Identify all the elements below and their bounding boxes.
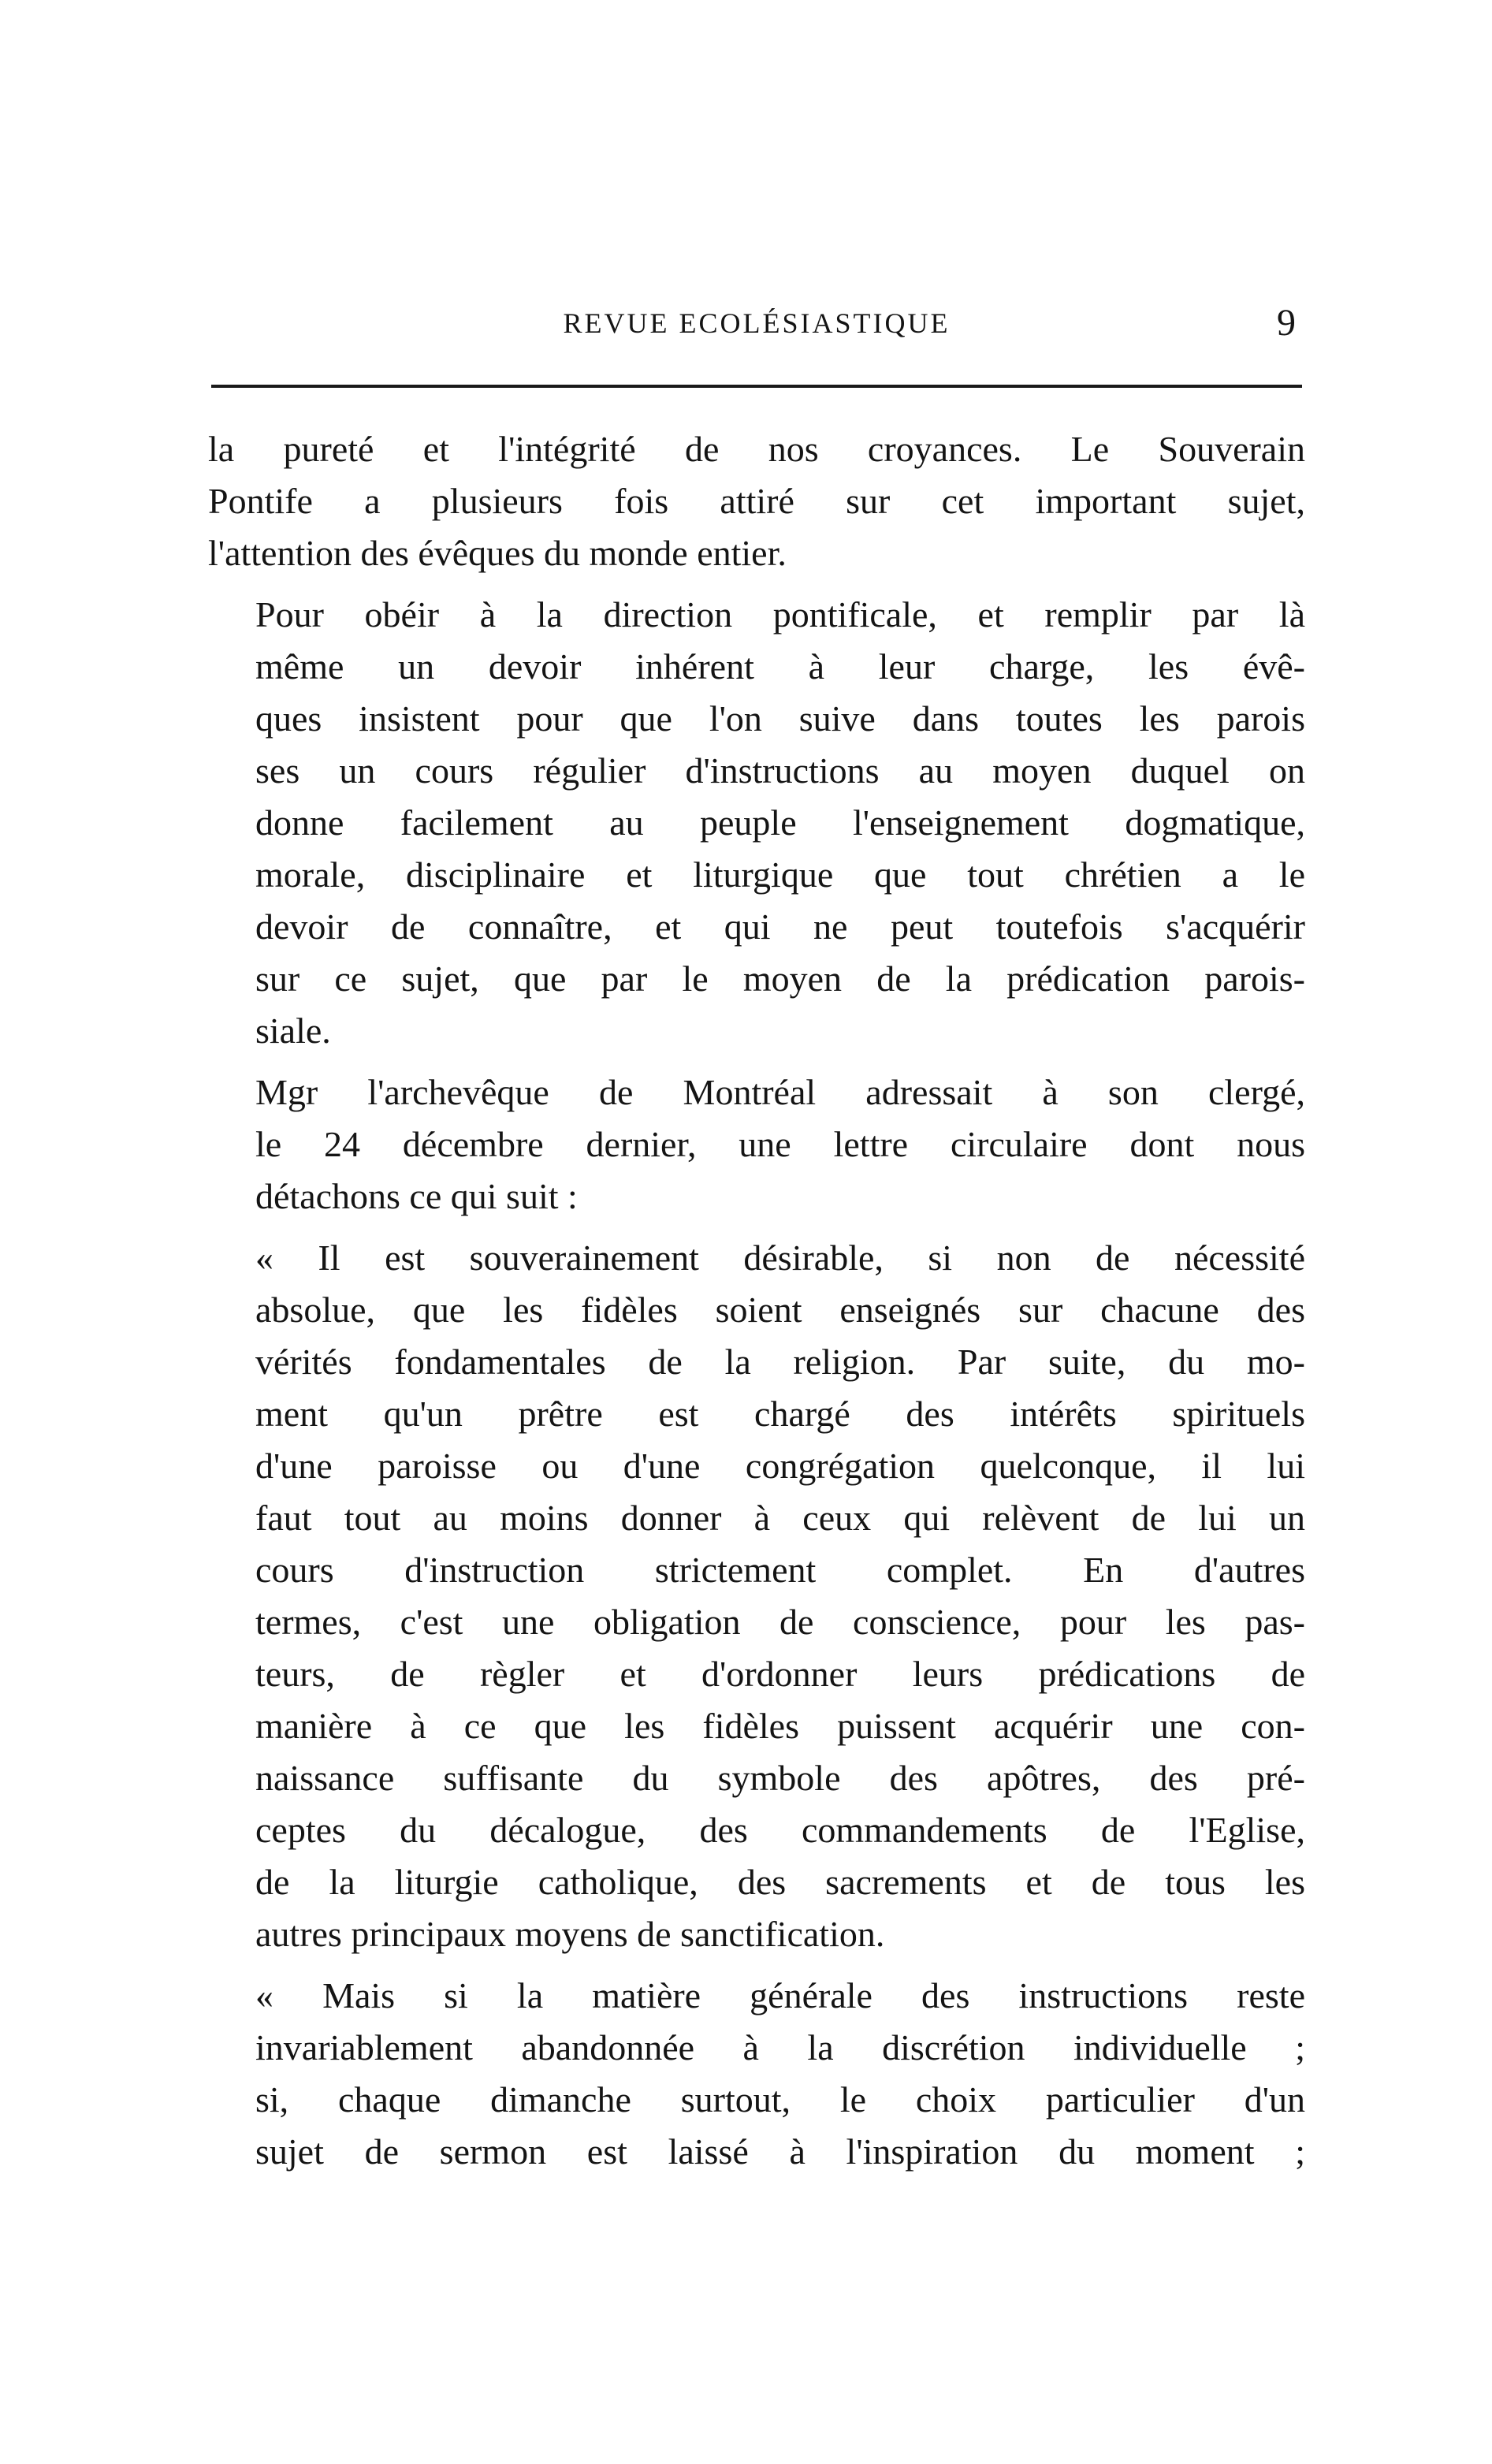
- text-line: invariablement abandonnée à la discrétion individuelle ;: [255, 2027, 1305, 2068]
- text-line: naissance suffisante du symbole des apôtres, des pré-: [255, 1758, 1305, 1798]
- text-line: de la liturgie catholique, des sacrements et de tous les: [255, 1862, 1305, 1902]
- text-line: Pontife a plusieurs fois attiré sur cet important sujet,: [208, 481, 1305, 521]
- text-line: le 24 décembre dernier, une lettre circulaire dont nous: [255, 1124, 1305, 1164]
- text-line: ses un cours régulier d'instructions au moyen duquel on: [255, 750, 1305, 791]
- text-line: d'une paroisse ou d'une congrégation quelconque, il lui: [255, 1446, 1305, 1486]
- text-line: Mgr l'archevêque de Montréal adressait à son clergé,: [255, 1072, 1305, 1112]
- text-line: donne facilement au peuple l'enseignement dogmatique,: [255, 802, 1305, 843]
- paragraph: [208, 423, 1305, 579]
- text-line: termes, c'est une obligation de conscience, pour les pas-: [255, 1602, 1305, 1642]
- text-line: même un devoir inhérent à leur charge, les évê-: [255, 646, 1305, 687]
- paragraph: [208, 589, 1305, 1057]
- text-line: siale.: [255, 1011, 331, 1051]
- text-line: Pour obéir à la direction pontificale, et remplir par là: [255, 594, 1305, 635]
- paragraph: [208, 1232, 1305, 1960]
- running-head: [213, 301, 1300, 345]
- text-line: ques insistent pour que l'on suive dans toutes les parois: [255, 698, 1305, 739]
- running-title: REVUE ECOLÉSIASTIQUE: [563, 307, 951, 339]
- text-line: sur ce sujet, que par le moyen de la prédication parois-: [255, 958, 1305, 999]
- text-line: vérités fondamentales de la religion. Par suite, du mo-: [255, 1342, 1305, 1382]
- text-line: « Mais si la matière générale des instructions reste: [255, 1975, 1305, 2015]
- text-line: teurs, de règler et d'ordonner leurs prédications de: [255, 1654, 1305, 1694]
- text-line: devoir de connaître, et qui ne peut toutefois s'acquérir: [255, 906, 1305, 947]
- text-line: détachons ce qui suit :: [255, 1176, 578, 1216]
- text-line: autres principaux moyens de sanctification.: [255, 1914, 885, 1954]
- text-line: « Il est souverainement désirable, si non de nécessité: [255, 1238, 1305, 1278]
- header-rule: [211, 385, 1302, 388]
- paragraph: [208, 1970, 1305, 2178]
- text-line: sujet de sermon est laissé à l'inspiration du moment ;: [255, 2131, 1305, 2172]
- body-text: [208, 423, 1305, 2178]
- text-line: ceptes du décalogue, des commandements de l'Eglise,: [255, 1810, 1305, 1850]
- text-line: cours d'instruction strictement complet. En d'autres: [255, 1550, 1305, 1590]
- page-number: 9: [1277, 302, 1296, 344]
- text-line: faut tout au moins donner à ceux qui relèvent de lui un: [255, 1498, 1305, 1538]
- text-line: la pureté et l'intégrité de nos croyances. Le Souverain: [208, 429, 1305, 469]
- text-line: ment qu'un prêtre est chargé des intérêts spirituels: [255, 1394, 1305, 1434]
- paragraph: [208, 1066, 1305, 1223]
- text-line: manière à ce que les fidèles puissent acquérir une con-: [255, 1706, 1305, 1746]
- text-line: si, chaque dimanche surtout, le choix particulier d'un: [255, 2079, 1305, 2120]
- text-line: l'attention des évêques du monde entier.: [208, 533, 787, 573]
- text-line: morale, disciplinaire et liturgique que tout chrétien a le: [255, 854, 1305, 895]
- text-line: absolue, que les fidèles soient enseignés sur chacune des: [255, 1290, 1305, 1330]
